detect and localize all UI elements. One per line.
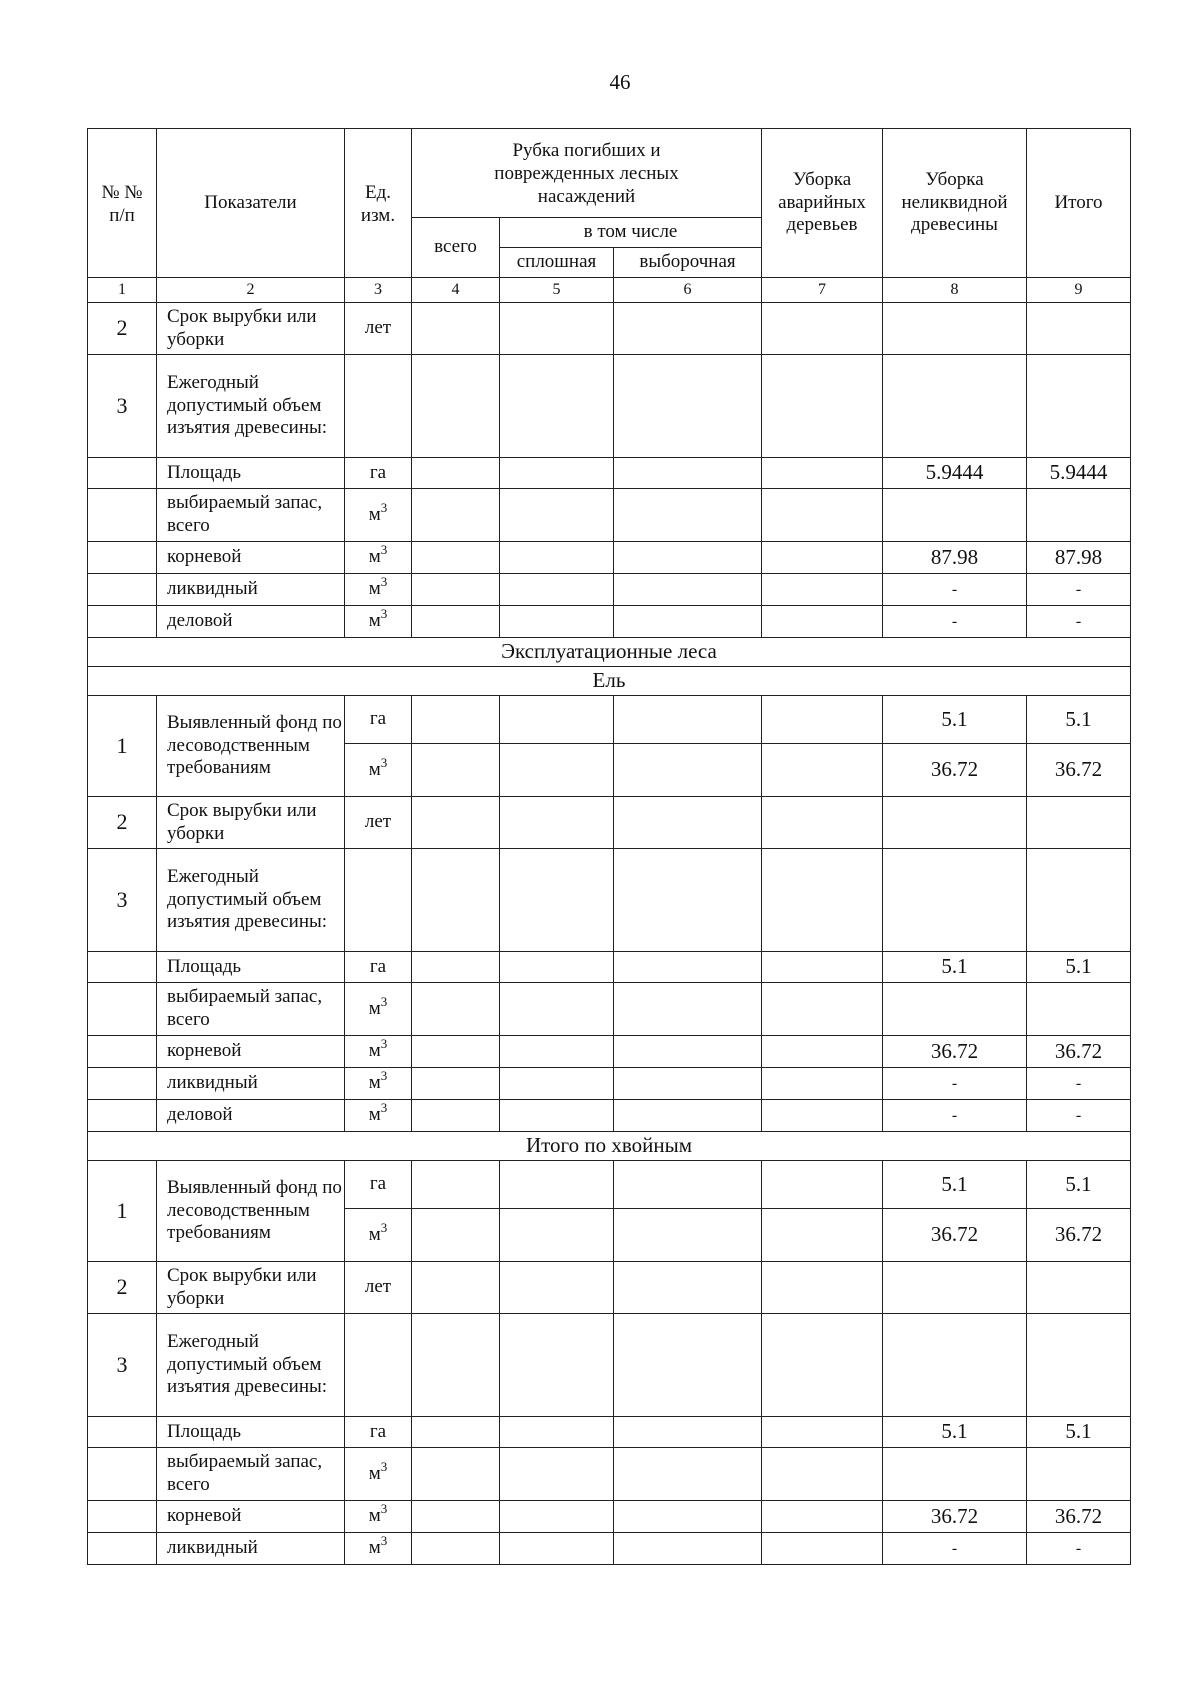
row-number: 1 [88, 696, 157, 797]
header-total: Итого [1027, 129, 1131, 278]
value-col9: 5.1 [1027, 696, 1131, 744]
value-col8: 36.72 [883, 1501, 1027, 1533]
indicator-liquid: ликвидный [157, 574, 345, 606]
header-indicators: Показатели [157, 129, 345, 278]
value-col8: 5.1 [883, 952, 1027, 983]
value-col9: 5.1 [1027, 1161, 1131, 1209]
indicator-root: корневой [157, 1036, 345, 1068]
value-col9: - [1027, 1100, 1131, 1132]
indicator-business: деловой [157, 606, 345, 638]
table-row [88, 303, 1131, 355]
value-col9: 5.9444 [1027, 458, 1131, 489]
value-col9: - [1027, 606, 1131, 638]
page-number: 46 [609, 70, 631, 94]
table-row [88, 797, 1131, 849]
value-col9: 36.72 [1027, 1036, 1131, 1068]
unit-m3: $м^3$ [345, 1533, 412, 1565]
unit-m3: $м^3$ [345, 606, 412, 638]
column-number: 6 [614, 278, 762, 303]
header-emergency: Уборка аварийных деревьев [762, 129, 883, 278]
table-row [88, 1448, 1131, 1501]
column-number: 5 [500, 278, 614, 303]
value-col8: 5.1 [883, 1161, 1027, 1209]
table-row [88, 1100, 1131, 1132]
indicator-root: корневой [157, 1501, 345, 1533]
value-col8: - [883, 606, 1027, 638]
header-including: в том числе [500, 218, 762, 248]
table-row [88, 1314, 1131, 1417]
indicator-annual: Ежегодный допустимый объем изъятия древесины: [157, 355, 345, 458]
value-col8: 36.72 [883, 744, 1027, 797]
unit-m3: $м^3$ [345, 1100, 412, 1132]
unit-ha: га [345, 696, 412, 744]
indicator-liquid: ликвидный [157, 1068, 345, 1100]
section-row [88, 1132, 1131, 1161]
row-number: 3 [88, 849, 157, 952]
row-number: 3 [88, 355, 157, 458]
row-number: 2 [88, 797, 157, 849]
table-row [88, 458, 1131, 489]
table-row [88, 1533, 1131, 1565]
value-col8: 5.9444 [883, 458, 1027, 489]
column-number: 3 [345, 278, 412, 303]
value-col8: 36.72 [883, 1209, 1027, 1262]
column-numbers-row [88, 278, 1131, 303]
row-number: 1 [88, 1161, 157, 1262]
column-number: 1 [88, 278, 157, 303]
unit-m3: $м^3$ [345, 1501, 412, 1533]
table-row [88, 952, 1131, 983]
indicator-term: Срок вырубки или уборки [157, 797, 345, 849]
table-row [88, 1417, 1131, 1448]
indicator-stock: выбираемый запас, всего [157, 489, 345, 542]
header-num: № № п/п [88, 129, 157, 278]
row-number: 3 [88, 1314, 157, 1417]
value-col9: 5.1 [1027, 1417, 1131, 1448]
row-number: 2 [88, 303, 157, 355]
unit-m3: $м^3$ [345, 1068, 412, 1100]
unit-years: лет [345, 1262, 412, 1314]
header-felling: Рубка погибших и поврежденных лесных насаждений [412, 129, 762, 218]
table-row [88, 983, 1131, 1036]
table-row [88, 696, 1131, 744]
indicator-liquid: ликвидный [157, 1533, 345, 1565]
unit-m3: $м^3$ [345, 1036, 412, 1068]
indicator-stock: выбираемый запас, всего [157, 1448, 345, 1501]
unit-years: лет [345, 303, 412, 355]
value-col9: - [1027, 1068, 1131, 1100]
section-conifer-total: Итого по хвойным [88, 1132, 1131, 1161]
unit-m3: $м^3$ [345, 574, 412, 606]
column-number: 8 [883, 278, 1027, 303]
unit-ha: га [345, 1161, 412, 1209]
header-selective: выборочная [614, 248, 762, 278]
indicator-fund: Выявленный фонд по лесоводственным требованиям [157, 1161, 345, 1262]
table-row [88, 1262, 1131, 1314]
table-row [88, 542, 1131, 574]
value-col8: - [883, 1533, 1027, 1565]
value-col9: 36.72 [1027, 1501, 1131, 1533]
unit-m3: $м^3$ [345, 1448, 412, 1501]
indicator-fund: Выявленный фонд по лесоводственным требованиям [157, 696, 345, 797]
table-row [88, 849, 1131, 952]
indicator-annual: Ежегодный допустимый объем изъятия древесины: [157, 849, 345, 952]
table-row [88, 574, 1131, 606]
indicator-area: Площадь [157, 458, 345, 489]
header-clear: сплошная [500, 248, 614, 278]
indicator-area: Площадь [157, 1417, 345, 1448]
indicator-term: Срок вырубки или уборки [157, 1262, 345, 1314]
value-col9: 36.72 [1027, 1209, 1131, 1262]
indicator-term: Срок вырубки или уборки [157, 303, 345, 355]
value-col8: - [883, 574, 1027, 606]
table-row [88, 1036, 1131, 1068]
unit-m3: $м^3$ [345, 744, 412, 797]
section-row [88, 667, 1131, 696]
value-col8: 5.1 [883, 1417, 1027, 1448]
table-row [88, 1068, 1131, 1100]
table-row [88, 1501, 1131, 1533]
value-col9: 5.1 [1027, 952, 1131, 983]
unit-m3: $м^3$ [345, 542, 412, 574]
table-row [88, 606, 1131, 638]
section-exploitation: Эксплуатационные леса [88, 638, 1131, 667]
indicator-annual: Ежегодный допустимый объем изъятия древесины: [157, 1314, 345, 1417]
unit-ha: га [345, 458, 412, 489]
unit-ha: га [345, 952, 412, 983]
unit-ha: га [345, 1417, 412, 1448]
value-col8: - [883, 1100, 1027, 1132]
unit-m3: $м^3$ [345, 983, 412, 1036]
indicator-area: Площадь [157, 952, 345, 983]
forest-felling-table [87, 128, 1131, 1565]
value-col9: - [1027, 1533, 1131, 1565]
table-row [88, 355, 1131, 458]
indicator-root: корневой [157, 542, 345, 574]
column-number: 4 [412, 278, 500, 303]
unit-m3: $м^3$ [345, 489, 412, 542]
column-number: 9 [1027, 278, 1131, 303]
unit-years: лет [345, 797, 412, 849]
value-col8: - [883, 1068, 1027, 1100]
value-col9: - [1027, 574, 1131, 606]
value-col8: 5.1 [883, 696, 1027, 744]
header-total-all: всего [412, 218, 500, 278]
value-col9: 36.72 [1027, 744, 1131, 797]
value-col9: 87.98 [1027, 542, 1131, 574]
table-row [88, 489, 1131, 542]
value-col8: 36.72 [883, 1036, 1027, 1068]
section-row [88, 638, 1131, 667]
indicator-business: деловой [157, 1100, 345, 1132]
column-number: 2 [157, 278, 345, 303]
value-col8: 87.98 [883, 542, 1027, 574]
header-unit: Ед. изм. [345, 129, 412, 278]
table-row [88, 1161, 1131, 1209]
indicator-stock: выбираемый запас, всего [157, 983, 345, 1036]
section-spruce: Ель [88, 667, 1131, 696]
row-number: 2 [88, 1262, 157, 1314]
header-illiquid: Уборка неликвидной древесины [883, 129, 1027, 278]
column-number: 7 [762, 278, 883, 303]
unit-m3: $м^3$ [345, 1209, 412, 1262]
